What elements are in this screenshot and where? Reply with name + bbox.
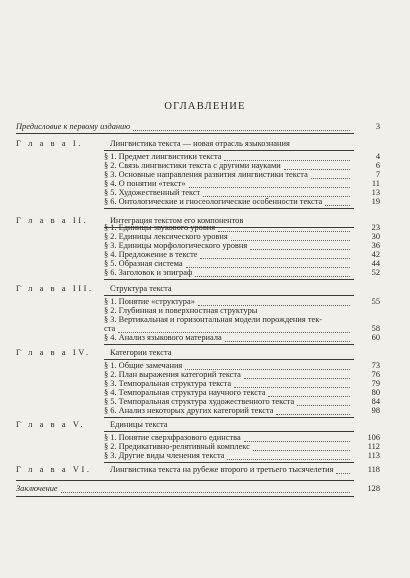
page-number: 13 [371, 188, 380, 197]
leader-dots [276, 414, 350, 415]
leader-dots [61, 492, 350, 493]
page-number: 76 [371, 370, 380, 379]
section-title: § 3. Основные направления развития лингвистики текста [104, 170, 308, 179]
chapter-number: Г л а в а III. [16, 284, 94, 293]
chapter-title: Единицы текста [110, 420, 168, 429]
section-entry[interactable] [16, 197, 380, 207]
chapter-number: Г л а в а VI. [16, 465, 92, 474]
leader-dots [133, 130, 350, 131]
page-number: 118 [367, 465, 380, 474]
page-title: ОГЛАВЛЕНИЕ [164, 101, 246, 112]
page-number: 60 [371, 333, 380, 342]
page-number: 30 [371, 232, 380, 241]
section-title: § 1. Общие замечания [104, 361, 183, 370]
leader-dots [227, 459, 350, 460]
leader-dots [225, 341, 350, 342]
section-title: § 4. Предложение в тексте [104, 250, 198, 259]
page-number: 73 [371, 361, 380, 370]
separator-rule [104, 462, 354, 463]
page-number: 23 [371, 223, 380, 232]
section-title: § 5. Художественный текст [104, 188, 201, 197]
page-number: 42 [371, 250, 380, 259]
page-number: 58 [371, 324, 380, 333]
section-title: § 3. Вертикальная и горизонтальная модели порождения тек- [104, 315, 323, 324]
section-title: § 3. Другие виды членения текста [104, 451, 225, 460]
separator-rule [16, 480, 354, 481]
section-title: § 4. О понятии «текст» [104, 179, 186, 188]
chapter-number: Г л а в а II. [16, 216, 89, 225]
section-title: § 2. Предикативно-релятивный комплекс [104, 442, 250, 451]
page-number: 84 [371, 397, 380, 406]
chapter-title: Структура текста [110, 284, 172, 293]
section-entry[interactable] [16, 268, 380, 278]
leader-dots [336, 473, 350, 474]
separator-rule [104, 295, 354, 296]
chapter-heading [16, 348, 380, 358]
page-number: 3 [375, 122, 380, 131]
section-title: § 1. Единицы звукового уровня [104, 223, 216, 232]
chapter-number: Г л а в а IV. [16, 348, 91, 357]
section-title: § 5. Темпоральная структура художественного текста [104, 397, 295, 406]
section-title: § 4. Темпоральная структура научного текста [104, 388, 266, 397]
page-number: 128 [367, 484, 380, 493]
chapter-heading [16, 420, 380, 430]
separator-rule [104, 150, 354, 151]
section-title: § 1. Понятие «структура» [104, 297, 195, 306]
separator-rule [104, 279, 354, 280]
page-number: 79 [371, 379, 380, 388]
chapter-title: Лингвистика текста — новая отрасль языкознания [110, 139, 290, 148]
section-title: § 1. Предмет лингвистики текста [104, 152, 222, 161]
section-entry[interactable] [16, 406, 380, 416]
chapter-title: Интеграция текстом его компонентов [110, 216, 244, 225]
section-title: § 4. Анализ языкового материала [104, 333, 222, 342]
separator-rule [16, 133, 354, 134]
section-title: § 2. Связь лингвистики текста с другими науками [104, 161, 281, 170]
conclusion-entry[interactable] [16, 484, 380, 494]
separator-rule [16, 496, 354, 497]
section-title: § 2. Глубинная и поверхностная структуры [104, 306, 258, 315]
page-number: 112 [367, 442, 380, 451]
conclusion-title: Заключение [16, 484, 58, 493]
page-number: 98 [371, 406, 380, 415]
section-entry[interactable] [16, 333, 380, 343]
section-title: ста [104, 324, 116, 333]
section-title: § 5. Образная система [104, 259, 183, 268]
chapter-title: Категории текста [110, 348, 172, 357]
separator-rule [104, 344, 354, 345]
leader-dots [325, 205, 350, 206]
section-title: § 2. План выражения категорий текста [104, 370, 241, 379]
preface-title: Предисловие к первому изданию [16, 122, 131, 131]
leader-dots [195, 276, 350, 277]
page-number: 113 [367, 451, 380, 460]
page-number: 55 [371, 297, 380, 306]
page-number: 11 [371, 179, 380, 188]
page-number: 6 [375, 161, 380, 170]
page-number: 36 [371, 241, 380, 250]
page-number: 44 [371, 259, 380, 268]
page-number: 7 [375, 170, 380, 179]
section-title: § 6. Заголовок и эпиграф [104, 268, 193, 277]
chapter-number: Г л а в а V. [16, 420, 86, 429]
page-number: 80 [371, 388, 380, 397]
chapter-number: Г л а в а I. [16, 139, 83, 148]
separator-rule [104, 417, 354, 418]
page-number: 4 [375, 152, 380, 161]
chapter-heading [16, 284, 380, 294]
section-title: § 3. Единицы морфологического уровня [104, 241, 248, 250]
page-number: 106 [367, 433, 380, 442]
section-entry[interactable] [16, 451, 380, 461]
separator-rule [104, 431, 354, 432]
section-title: § 6. Анализ некоторых других категорий текста [104, 406, 274, 415]
section-title: § 3. Темпоральная структура текста [104, 379, 232, 388]
section-title: § 2. Единицы лексического уровня [104, 232, 228, 241]
page-number: 52 [371, 268, 380, 277]
chapter-heading [16, 139, 380, 149]
section-title: § 6. Онтологические и гносеологические особенности текста [104, 197, 323, 206]
separator-rule [104, 359, 354, 360]
page-number: 19 [371, 197, 380, 206]
preface-entry[interactable] [16, 122, 380, 132]
chapter-heading [16, 465, 380, 475]
separator-rule [104, 208, 354, 209]
chapter-title: Лингвистика текста на рубеже второго и третьего тысячелетия [110, 465, 334, 474]
section-title: § 1. Понятие сверхфразового единства [104, 433, 241, 442]
